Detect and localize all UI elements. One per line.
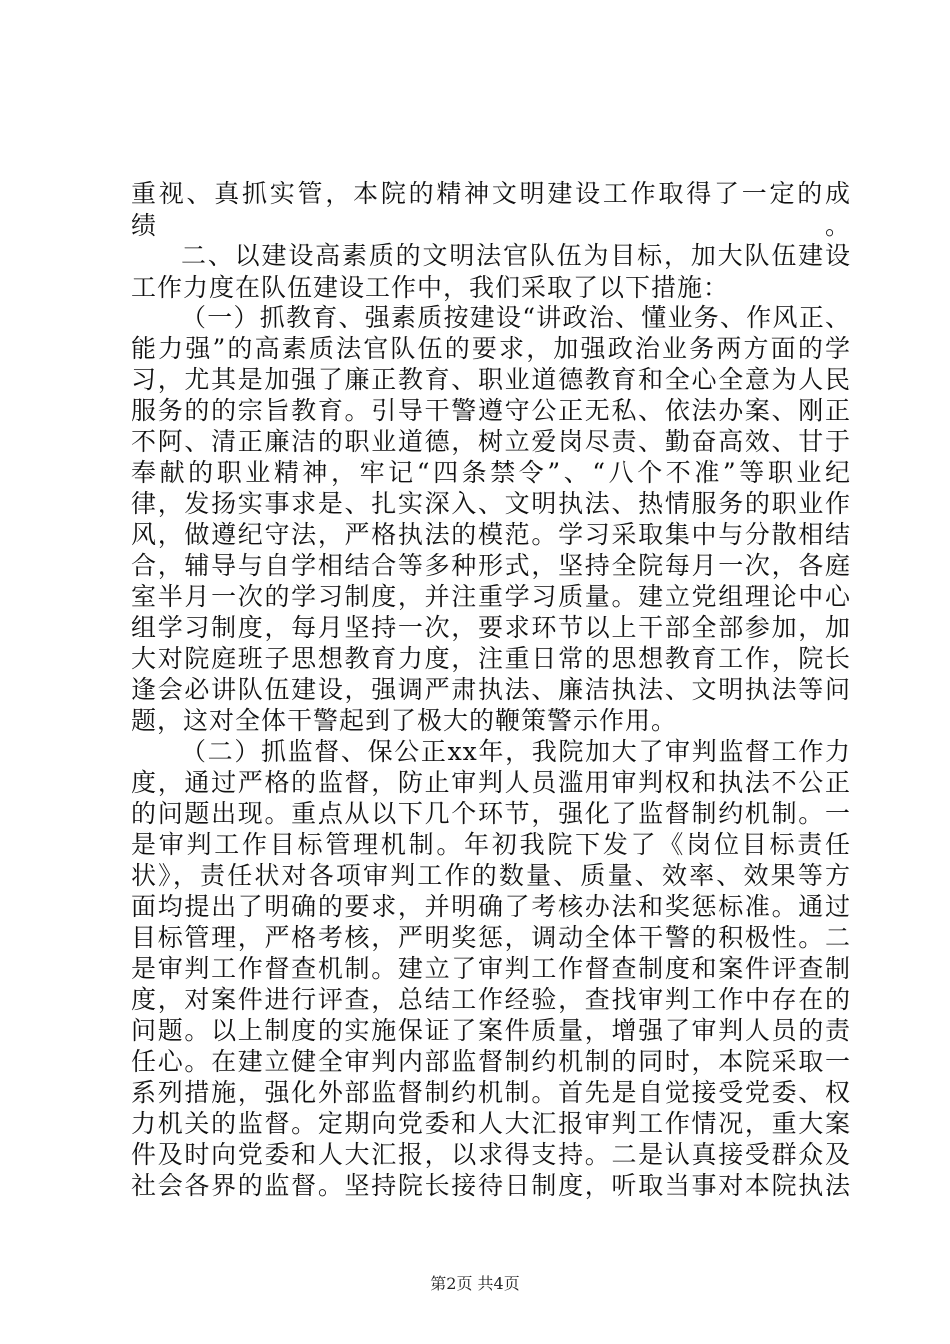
text-line: 组学习制度，每月坚持一次，要求环节以上干部全部参加，加 [131, 613, 851, 642]
text-line: 状》，责任状对各项审判工作的数量、质量、效率、效果等方 [131, 861, 851, 890]
text-line: 奉献的职业精神，牢记“四条禁令”、“八个不准”等职业纪 [131, 458, 851, 487]
text-line: 是审判工作目标管理机制。年初我院下发了《岗位目标责任 [131, 830, 851, 859]
text-line: 大对院庭班子思想教育力度，注重日常的思想教育工作，院长 [131, 644, 851, 673]
text-line: 系列措施，强化外部监督制约机制。首先是自觉接受党委、权 [131, 1078, 851, 1107]
text-line: 重视、真抓实管，本院的精神文明建设工作取得了一定的成绩。 [131, 179, 851, 240]
text-line: 的问题出现。重点从以下几个环节，强化了监督制约机制。一 [131, 799, 851, 828]
text-line: 度，对案件进行评查，总结工作经验，查找审判工作中存在的 [131, 985, 851, 1014]
text-line: 目标管理，严格考核，严明奖惩，调动全体干警的积极性。二 [131, 923, 851, 952]
text-line: 社会各界的监督。坚持院长接待日制度，听取当事对本院执法 [131, 1171, 851, 1200]
text-line: 件及时向党委和人大汇报，以求得支持。二是认真接受群众及 [131, 1140, 851, 1169]
section-heading-line: 二、以建设高素质的文明法官队伍为目标，加大队伍建设 [181, 241, 851, 270]
page-number-footer: 第2页 共4页 [430, 1274, 520, 1293]
text-line: 是审判工作督查机制。建立了审判工作督查制度和案件评查制 [131, 954, 851, 983]
text-line: 服务的的宗旨教育。引导干警遵守公正无私、依法办案、刚正 [131, 396, 851, 425]
text-line: 风，做遵纪守法，严格执法的模范。学习采取集中与分散相结 [131, 520, 851, 549]
text-line: 能力强”的高素质法官队伍的要求，加强政治业务两方面的学 [131, 334, 851, 363]
text-line: 度，通过严格的监督，防止审判人员滥用审判权和执法不公正 [131, 768, 851, 797]
text-line: 力机关的监督。定期向党委和人大汇报审判工作情况，重大案 [131, 1109, 851, 1138]
text-line: 室半月一次的学习制度，并注重学习质量。建立党组理论中心 [131, 582, 851, 611]
text-line: 任心。在建立健全审判内部监督制约机制的同时，本院采取一 [131, 1047, 851, 1076]
text-line: （一）抓教育、强素质按建设“讲政治、懂业务、作风正、 [181, 303, 851, 332]
text-line: 面均提出了明确的要求，并明确了考核办法和奖惩标准。通过 [131, 892, 851, 921]
text-line: 问题。以上制度的实施保证了案件质量，增强了审判人员的责 [131, 1016, 851, 1045]
text-line: 题，这对全体干警起到了极大的鞭策警示作用。 [131, 706, 678, 735]
text-line: （二）抓监督、保公正xx年，我院加大了审判监督工作力 [181, 737, 851, 766]
text-line: 逢会必讲队伍建设，强调严肃执法、廉洁执法、文明执法等问 [131, 675, 851, 704]
section-heading-line: 工作力度在队伍建设工作中，我们采取了以下措施： [131, 273, 730, 302]
text-line: 合，辅导与自学相结合等多种形式，坚持全院每月一次，各庭 [131, 551, 851, 580]
text-line: 不阿、清正廉洁的职业道德，树立爱岗尽责、勤奋高效、甘于 [131, 427, 851, 456]
text-line: 习，尤其是加强了廉正教育、职业道德教育和全心全意为人民 [131, 365, 851, 394]
text-line: 律，发扬实事求是、扎实深入、文明执法、热情服务的职业作 [131, 489, 851, 518]
